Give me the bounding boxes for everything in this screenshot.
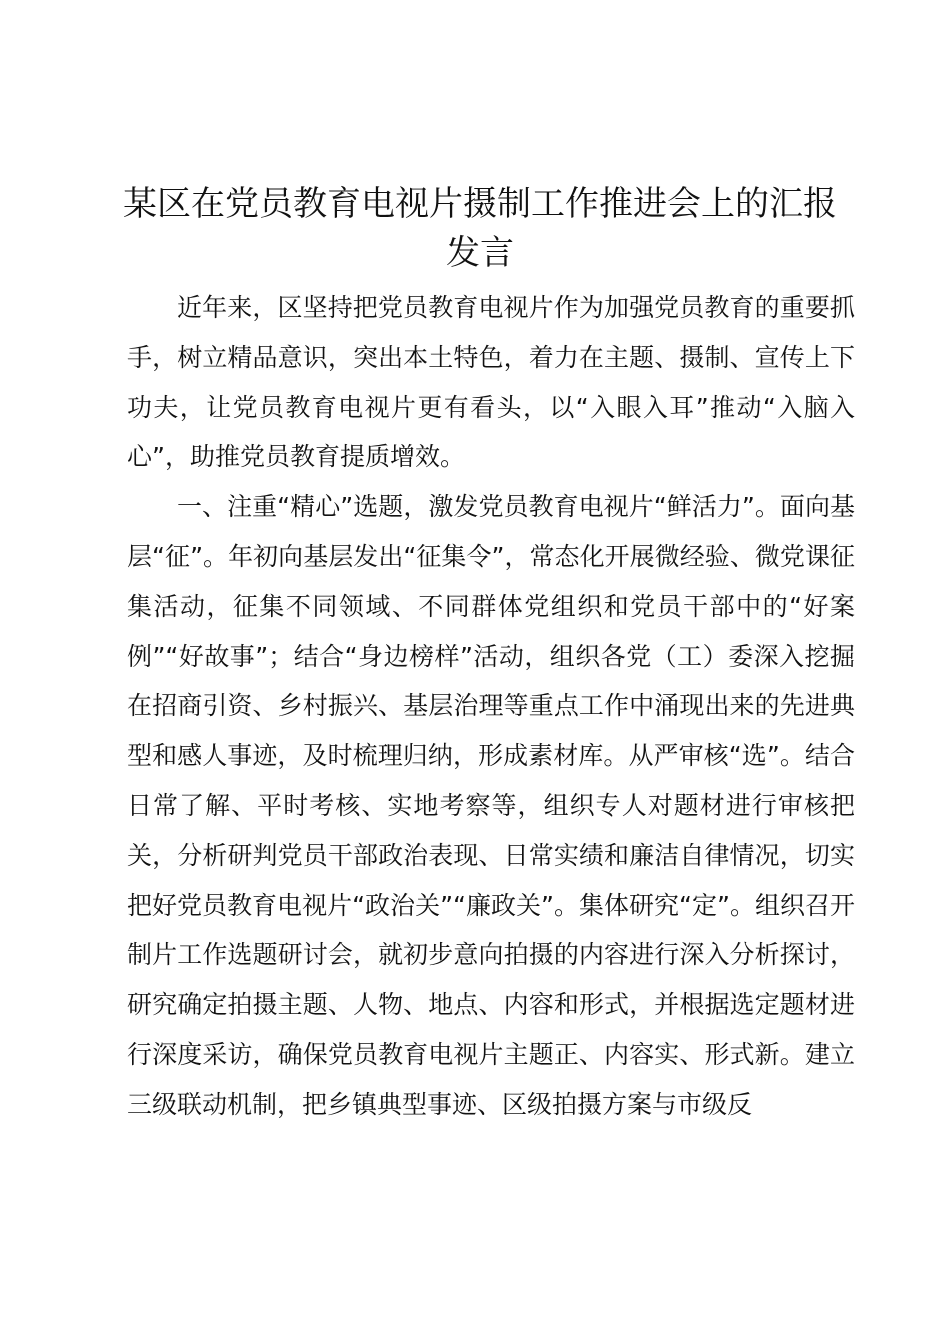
document-body	[127, 283, 855, 1130]
document-title: 某区在党员教育电视片摄制工作推进会上的汇报发言	[123, 184, 837, 273]
paragraph-section-one: 一、注重“精心”选题，激发党员教育电视片“鲜活力”。面向基层“征”。年初向基层发出“征集令”，常态化开展微经验、微党课征集活动，征集不同领域、不同群体党组织和党员干部中的“好案例”“好故事”；结合“身边榜样”活动，组织各党（工）委深入挖掘在招商引资、乡村振兴、基层治理等重点工作中涌现出来的先进典型和感人事迹，及时梳理归纳，形成素材库。从严审核“选”。结合日常了解、平时考核、实地考察等，组织专人对题材进行审核把关，分析研判党员干部政治表现、日常实绩和廉洁自律情况，切实把好党员教育电视片“政治关”“廉政关”。集体研究“定”。组织召开制片工作选题研讨会，就初步意向拍摄的内容进行深入分析探讨，研究确定拍摄主题、人物、地点、内容和形式，并根据选定题材进行深度采访，确保党员教育电视片主题正、内容实、形式新。建立三级联动机制，把乡镇典型事迹、区级拍摄方案与市级反	[127, 492, 855, 1119]
paragraph-intro: 近年来，区坚持把党员教育电视片作为加强党员教育的重要抓手，树立精品意识，突出本土特色，着力在主题、摄制、宣传上下功夫，让党员教育电视片更有看头，以“入眼入耳”推动“入脑入心”，助推党员教育提质增效。	[127, 293, 855, 472]
